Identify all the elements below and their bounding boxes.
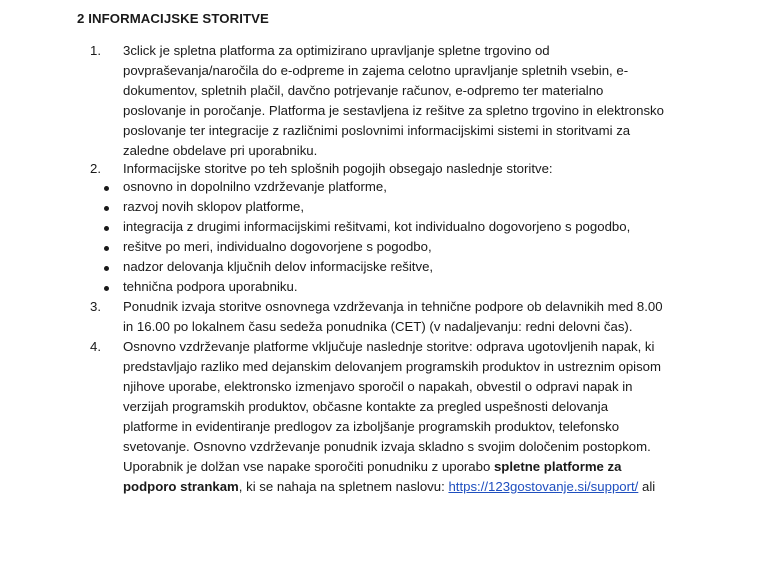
paragraph-line: zaledne obdelave pri uporabniku. [123, 143, 318, 158]
bullet-dot-icon [104, 226, 109, 231]
paragraph-line: svetovanje. Osnovno vzdrževanje ponudnik izvaja skladno s svojim določenim postopkom. [123, 439, 651, 454]
item-number-1: 1. [90, 43, 101, 58]
bullet-item: nadzor delovanja ključnih delov informacijske rešitve, [123, 259, 434, 274]
bullet-item: tehnična podpora uporabniku. [123, 279, 298, 294]
bold-text: podporo strankam [123, 479, 239, 494]
bullet-dot-icon [104, 186, 109, 191]
bullet-dot-icon [104, 286, 109, 291]
bullet-dot-icon [104, 246, 109, 251]
bullet-item: integracija z drugimi informacijskimi rešitvami, kot individualno dogovorjeno s pogodbo, [123, 219, 631, 234]
paragraph-line: njihove uporabe, elektronsko izmenjavo sporočil o napakah, obvestil o odpravi napak in [123, 379, 633, 394]
line-text: , ki se nahaja na spletnem naslovu: [238, 479, 449, 494]
bullet-item: osnovno in dopolnilno vzdrževanje platforme, [123, 179, 387, 194]
paragraph-line: Informacijske storitve po teh splošnih pogojih obsegajo naslednje storitve: [123, 161, 553, 176]
support-link[interactable]: https://123gostovanje.si/support/ [448, 479, 639, 494]
bullet-item: razvoj novih sklopov platforme, [123, 199, 305, 214]
bold-text: spletne platforme za [493, 459, 622, 474]
item-number-4: 4. [90, 339, 101, 354]
paragraph-line [123, 457, 621, 477]
paragraph-line: 3click je spletna platforma za optimizirano upravljanje spletne trgovino od [123, 43, 550, 58]
paragraph-line [123, 477, 655, 497]
bullet-dot-icon [104, 266, 109, 271]
paragraph-line: platforme in evidentiranje predlogov za izboljšanje programskih produktov, telefonsko [123, 419, 620, 434]
line-text: ali [638, 479, 656, 494]
paragraph-line: predstavljajo razliko med dejanskim delovanjem programskih produktov in ustreznim opisom [123, 359, 661, 374]
paragraph-line: poslovanje in poročanje. Platforma je sestavljena iz rešitve za spletno trgovino in elektronsko [123, 103, 664, 118]
paragraph-line: verzijah programskih produktov, občasne kontakte za pregled uspešnosti delovanja [123, 399, 609, 414]
paragraph-line: Ponudnik izvaja storitve osnovnega vzdrževanja in tehnične podpore ob delavnikih med 8.00 [123, 299, 663, 314]
paragraph-line: dokumentov, spletnih plačil, davčno potrjevanje računov, e-odpremo ter materialno [123, 83, 604, 98]
paragraph-line: Osnovno vzdrževanje platforme vključuje naslednje storitve: odprava ugotovljenih napak, ki [123, 339, 655, 354]
section-heading: 2 INFORMACIJSKE STORITVE [77, 11, 269, 26]
bullet-item: rešitve po meri, individualno dogovorjene s pogodbo, [123, 239, 432, 254]
paragraph-line: poslovanje ter integracije z različnimi poslovnimi informacijskimi sistemi in storitvami za [123, 123, 631, 138]
item-number-2: 2. [90, 161, 101, 176]
paragraph-line: in 16.00 po lokalnem času sedeža ponudnika (CET) (v nadaljevanju: redni delovni čas). [123, 319, 633, 334]
item-number-3: 3. [90, 299, 101, 314]
bullet-dot-icon [104, 206, 109, 211]
paragraph-line: povpraševanja/naročila do e-odpreme in zajema celotno upravljanje spletnih vsebin, e- [123, 63, 629, 78]
line-text: Uporabnik je dolžan vse napake sporočiti ponudniku z uporabo [123, 459, 494, 474]
